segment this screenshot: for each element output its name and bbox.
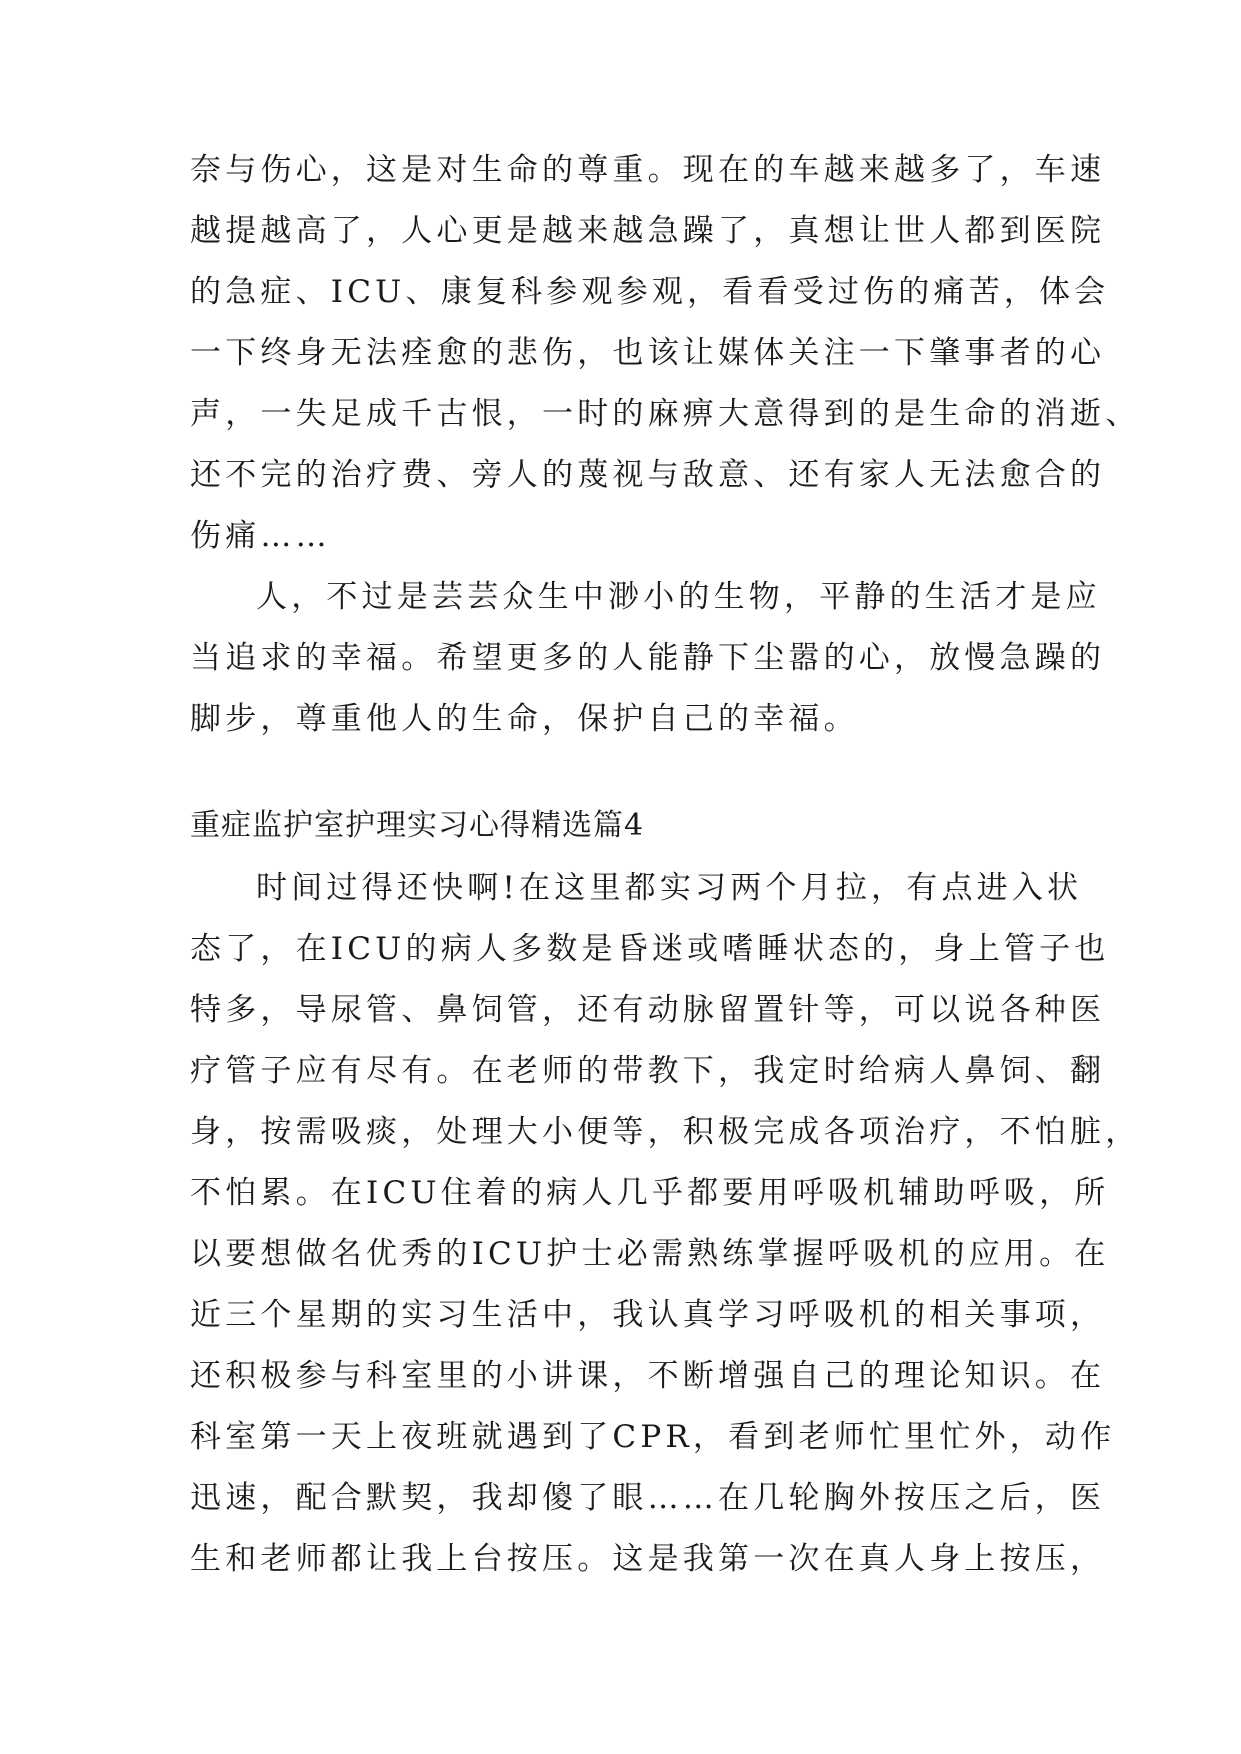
paragraph-line: 还不完的治疗费、旁人的蔑视与敌意、还有家人无法愈合的	[190, 457, 1106, 493]
section-heading: 重症监护室护理实习心得精选篇4	[190, 808, 645, 843]
paragraph-line: 科室第一天上夜班就遇到了CPR，看到老师忙里忙外，动作	[190, 1419, 1116, 1455]
paragraph-line: 一下终身无法痊愈的悲伤，也该让媒体关注一下肇事者的心	[190, 335, 1106, 371]
paragraph-line: 疗管子应有尽有。在老师的带教下，我定时给病人鼻饲、翻	[190, 1053, 1106, 1089]
paragraph-line: 以要想做名优秀的ICU护士必需熟练掌握呼吸机的应用。在	[190, 1236, 1110, 1272]
paragraph-line: 特多，导尿管、鼻饲管，还有动脉留置针等，可以说各种医	[190, 992, 1106, 1028]
paragraph-line: 身，按需吸痰，处理大小便等，积极完成各项治疗，不怕脏，	[190, 1114, 1141, 1150]
paragraph-line: 人，不过是芸芸众生中渺小的生物，平静的生活才是应	[256, 579, 1101, 615]
paragraph-line: 态了，在ICU的病人多数是昏迷或嗜睡状态的，身上管子也	[190, 931, 1110, 967]
paragraph-line: 伤痛……	[190, 518, 331, 554]
paragraph-line: 还积极参与科室里的小讲课，不断增强自己的理论知识。在	[190, 1358, 1106, 1394]
paragraph-line: 的急症、ICU、康复科参观参观，看看受过伤的痛苦，体会	[190, 274, 1110, 310]
paragraph-line: 时间过得还快啊!在这里都实习两个月拉，有点进入状	[256, 870, 1083, 906]
paragraph-line: 脚步，尊重他人的生命，保护自己的幸福。	[190, 701, 859, 737]
paragraph-line: 声，一失足成千古恨，一时的麻痹大意得到的是生命的消逝、	[190, 396, 1141, 432]
paragraph-line: 生和老师都让我上台按压。这是我第一次在真人身上按压，	[190, 1541, 1106, 1577]
paragraph-line: 当追求的幸福。希望更多的人能静下尘嚣的心，放慢急躁的	[190, 640, 1106, 676]
paragraph-line: 越提越高了，人心更是越来越急躁了，真想让世人都到医院	[190, 213, 1106, 249]
paragraph-line: 奈与伤心，这是对生命的尊重。现在的车越来越多了，车速	[190, 152, 1106, 188]
paragraph-line: 不怕累。在ICU住着的病人几乎都要用呼吸机辅助呼吸，所	[190, 1175, 1110, 1211]
paragraph-line: 迅速，配合默契，我却傻了眼……在几轮胸外按压之后，医	[190, 1480, 1106, 1516]
paragraph-line: 近三个星期的实习生活中，我认真学习呼吸机的相关事项，	[190, 1297, 1106, 1333]
